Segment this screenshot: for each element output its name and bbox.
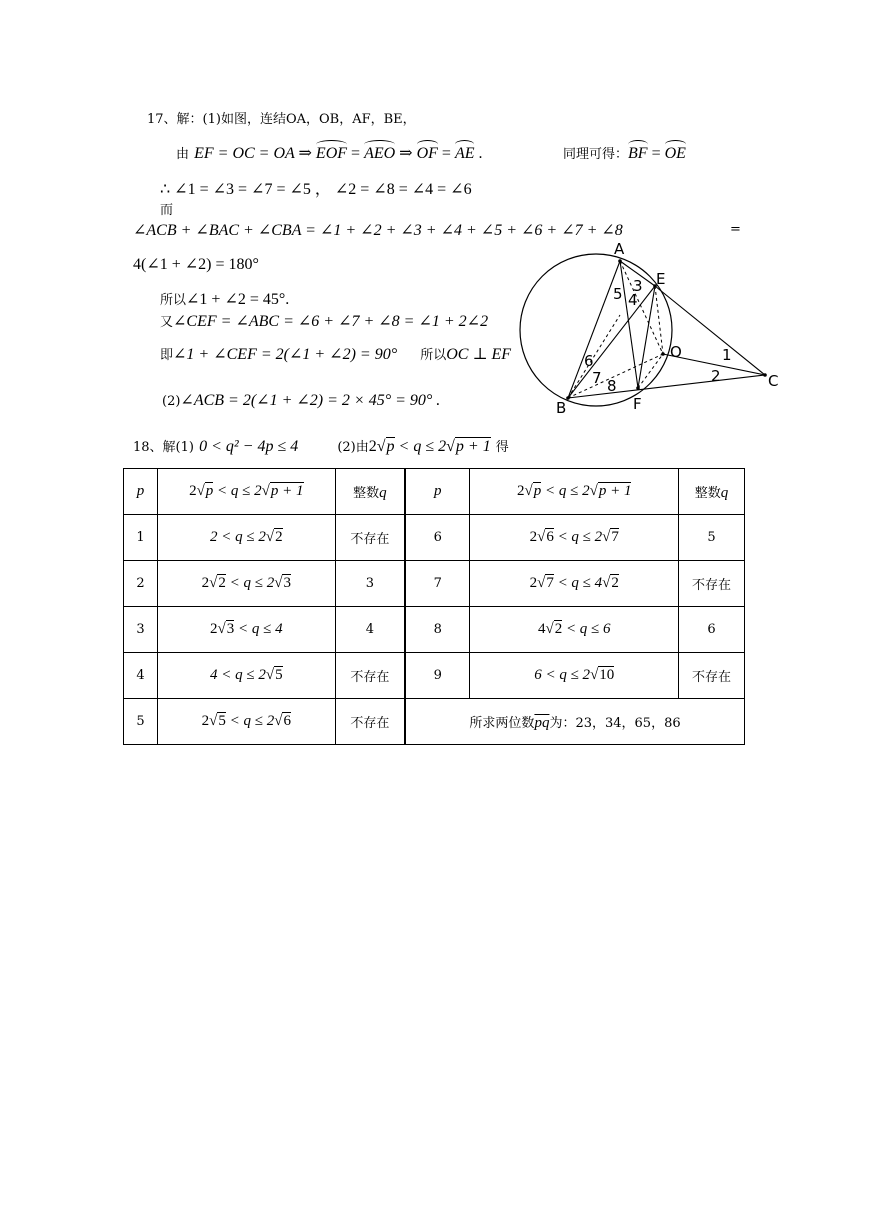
table-row: 5 2√5 < q ≤ 2√6 不存在 所求两位数$\overline{pq}$为：23，34，65，86: [124, 699, 745, 745]
p-q-table: [123, 468, 745, 745]
angle-label-6: 6: [584, 352, 594, 370]
label-A: A: [614, 240, 625, 258]
header-inequality: 2√p < q ≤ 2√p + 1: [157, 469, 335, 515]
inequality-cell: 2√6 < q ≤ 2√7: [470, 515, 679, 561]
problem17-line8: 即∠1 + ∠CEF = 2(∠1 + ∠2) = 90° 所以OC ⊥ EF: [160, 346, 512, 363]
angle-label-5: 5: [613, 285, 623, 303]
table-row: 1 2 < q ≤ 2√2 不存在 6 2√6 < q ≤ 2√7 5: [124, 515, 745, 561]
inequality-cell: 2√5 < q ≤ 2√6: [157, 699, 335, 745]
answer-cell: 所求两位数$\overline{pq}$为：23，34，65，86: [405, 699, 744, 745]
problem17-line4-eq: =: [730, 222, 741, 237]
inequality-cell: 4√2 < q ≤ 6: [470, 607, 679, 653]
inequality-cell: 2√3 < q ≤ 4: [157, 607, 335, 653]
segment-EF: [638, 286, 655, 388]
angle-label-8: 8: [607, 377, 617, 395]
table-header-row: [124, 469, 745, 515]
problem17-line9: (2)∠ACB = 2(∠1 + ∠2) = 2 × 45° = 90° .: [162, 392, 441, 409]
table-row: 3 2√3 < q ≤ 4 4 8 4√2 < q ≤ 6 6: [124, 607, 745, 653]
table-row: 2 2√2 < q ≤ 2√3 3 7 2√7 < q ≤ 4√2 不存在: [124, 561, 745, 607]
label-C: C: [768, 372, 779, 390]
inequality-cell: 6 < q ≤ 2√10: [470, 653, 679, 699]
angle-label-3: 3: [633, 277, 643, 295]
header-p: p: [124, 469, 158, 515]
label-B: B: [556, 399, 567, 417]
problem18-header-line: 18、解(1) 0 < q² − 4p ≤ 4 (2)由2√p < q ≤ 2√p + 1 得: [133, 438, 509, 455]
table-row: 4 4 < q ≤ 2√5 不存在 9 6 < q ≤ 2√10 不存在: [124, 653, 745, 699]
problem17-line5: 4(∠1 + ∠2) = 180°: [133, 256, 259, 273]
problem17-similar: 同理可得：BF = OE: [563, 145, 686, 162]
angle-label-4: 4: [628, 291, 638, 309]
angle-label-2: 2: [711, 367, 721, 385]
inequality-cell: 2√7 < q ≤ 4√2: [470, 561, 679, 607]
inequality-cell: 2√2 < q ≤ 2√3: [157, 561, 335, 607]
dashed-EO: [655, 286, 663, 354]
problem17-line6: 所以∠1 + ∠2 = 45°.: [160, 291, 290, 308]
label-F: F: [633, 395, 642, 413]
problem17-line4: ∠ACB + ∠BAC + ∠CBA = ∠1 + ∠2 + ∠3 + ∠4 + ∠5 + ∠6 + ∠7 + ∠8: [133, 222, 623, 239]
problem17-line7: 又∠CEF = ∠ABC = ∠6 + ∠7 + ∠8 = ∠1 + 2∠2: [160, 313, 489, 330]
problem17-line2: ∴ ∠1 = ∠3 = ∠7 = ∠5 ， ∠2 = ∠8 = ∠4 = ∠6: [160, 181, 472, 198]
problem17-line3: 而: [160, 203, 174, 218]
angle-label-1: 1: [722, 346, 732, 364]
label-O: O: [670, 343, 682, 361]
header-integer-q-right: 整数q: [679, 469, 745, 515]
angle-label-7: 7: [592, 369, 602, 387]
header-p-right: p: [405, 469, 470, 515]
inequality-cell: 2 < q ≤ 2√2: [157, 515, 335, 561]
header-integer-q: 整数q: [335, 469, 405, 515]
problem17-header: 17、解：(1)如图，连结OA，OB，AF，BE，: [147, 112, 416, 127]
label-E: E: [656, 270, 666, 288]
problem17-line1: 由 EF = OC = OA ⇒ EOF = AEO ⇒ OF = AE .: [176, 145, 483, 162]
header-inequality-right: 2√p < q ≤ 2√p + 1: [470, 469, 679, 515]
inequality-cell: 4 < q ≤ 2√5: [157, 653, 335, 699]
